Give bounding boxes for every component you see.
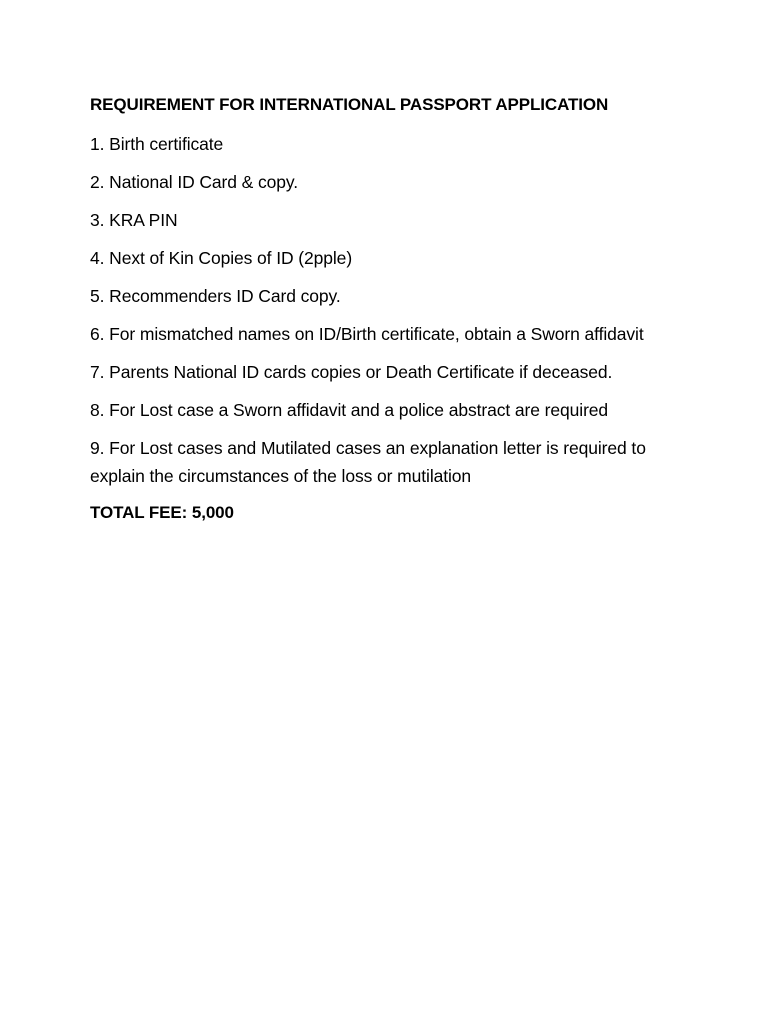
requirement-item-6: 6. For mismatched names on ID/Birth certificate, obtain a Sworn affidavit — [90, 324, 644, 344]
total-fee: TOTAL FEE: 5,000 — [90, 503, 234, 522]
requirements-list — [90, 130, 680, 490]
requirement-item-2: 2. National ID Card & copy. — [90, 172, 299, 192]
document-body — [90, 92, 680, 526]
requirement-item-9: 9. For Lost cases and Mutilated cases an explanation letter is required to explain the circumstances of the loss or mutilation — [90, 438, 646, 486]
requirement-item-4: 4. Next of Kin Copies of ID (2pple) — [90, 248, 353, 268]
requirement-item-8: 8. For Lost case a Sworn affidavit and a police abstract are required — [90, 400, 609, 420]
requirement-item-7: 7. Parents National ID cards copies or Death Certificate if deceased. — [90, 362, 613, 382]
document-heading: REQUIREMENT FOR INTERNATIONAL PASSPORT APPLICATION — [90, 95, 609, 114]
requirement-item-5: 5. Recommenders ID Card copy. — [90, 286, 341, 306]
requirement-item-3: 3. KRA PIN — [90, 210, 178, 230]
requirement-item-1: 1. Birth certificate — [90, 134, 224, 154]
